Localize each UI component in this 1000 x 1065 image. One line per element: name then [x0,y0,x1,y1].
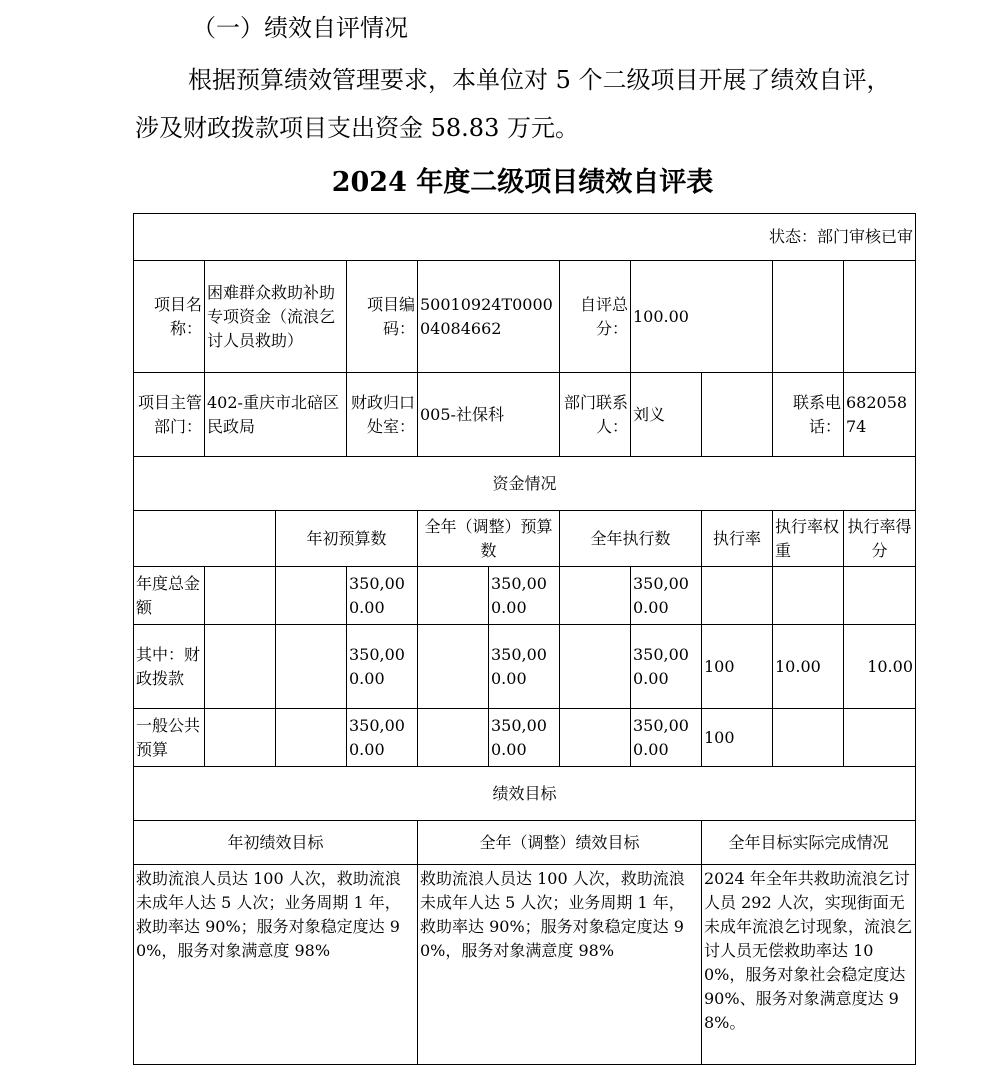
funds-row-total [134,567,916,625]
funds-weight-value: 10.00 [773,625,844,709]
self-score-value: 100.00 [631,261,773,373]
funds-section-label: 资金情况 [134,457,916,511]
funds-weight-value [773,709,844,767]
contact-value: 刘义 [631,373,702,457]
department-value: 402-重庆市北碚区民政局 [205,373,347,457]
intro-paragraph: 根据预算绩效管理要求，本单位对 5 个二级项目开展了绩效自评，涉及财政拨款项目支出资金 58.83 万元。 [135,66,891,142]
funds-section-row [134,457,916,511]
phone-value: 68205874 [844,373,916,457]
funds-row-label: 其中：财政拨款 [134,625,205,709]
goals-adjusted-text: 救助流浪人员达 100 人次，救助流浪未成年人达 5 人次；业务周期 1 年，救助率达 90%；服务对象稳定度达 90%，服务对象满意度 98% [418,865,702,1065]
funds-rate-value: 100 [702,625,773,709]
funds-executed-value: 350,000.00 [631,625,702,709]
department-row [134,373,916,457]
funds-row-label: 一般公共预算 [134,709,205,767]
funds-initial-value: 350,000.00 [347,625,418,709]
department-label: 项目主管部门： [134,373,205,457]
funds-header-initial: 年初预算数 [276,511,418,567]
project-name-label: 项目名称： [134,261,205,373]
funds-row-general [134,709,916,767]
funds-header-row [134,511,916,567]
goals-header-actual: 全年目标实际完成情况 [702,821,916,865]
funds-executed-value: 350,000.00 [631,567,702,625]
funds-adjusted-value: 350,000.00 [489,625,560,709]
funds-rate-value [702,567,773,625]
funds-score-value [844,709,916,767]
table-title: 2024 年度二级项目绩效自评表 [331,167,714,198]
funds-header-score: 执行率得分 [844,511,916,567]
goals-header-initial: 年初绩效目标 [134,821,418,865]
section-heading: （一）绩效自评情况 [192,14,408,42]
goals-content-row [134,865,916,1065]
goals-section-row [134,767,916,821]
finance-office-label: 财政归口处室： [347,373,418,457]
project-info-row [134,261,916,373]
goals-header-row [134,821,916,865]
goals-section-label: 绩效目标 [134,767,916,821]
funds-header-weight: 执行率权重 [773,511,844,567]
funds-rate-value: 100 [702,709,773,767]
funds-header-adjusted: 全年（调整）预算数 [418,511,560,567]
goals-header-adjusted: 全年（调整）绩效目标 [418,821,702,865]
funds-adjusted-value: 350,000.00 [489,709,560,767]
funds-executed-value: 350,000.00 [631,709,702,767]
funds-row-label: 年度总金额 [134,567,205,625]
funds-initial-value: 350,000.00 [347,709,418,767]
finance-office-value: 005-社保科 [418,373,560,457]
project-code-value: 50010924T000004084662 [418,261,560,373]
self-score-label: 自评总分： [560,261,631,373]
project-code-label: 项目编码： [347,261,418,373]
goals-initial-text: 救助流浪人员达 100 人次，救助流浪未成年人达 5 人次；业务周期 1 年，救助率达 90%；服务对象稳定度达 90%，服务对象满意度 98% [134,865,418,1065]
status-text: 状态：部门审核已审 [134,214,916,261]
contact-label: 部门联系人： [560,373,631,457]
funds-adjusted-value: 350,000.00 [489,567,560,625]
status-row [134,214,916,261]
evaluation-table [133,213,916,1065]
funds-initial-value: 350,000.00 [347,567,418,625]
phone-label: 联系电话： [773,373,844,457]
funds-header-rate: 执行率 [702,511,773,567]
funds-row-fiscal [134,625,916,709]
funds-score-value: 10.00 [844,625,916,709]
funds-score-value [844,567,916,625]
project-name-value: 困难群众救助补助专项资金（流浪乞讨人员救助） [205,261,347,373]
goals-actual-text: 2024 年全年共救助流浪乞讨人员 292 人次，实现街面无未成年流浪乞讨现象，流浪乞讨人员无偿救助率达 100%，服务对象社会稳定度达 90%、服务对象满意度达 98%。 [702,865,916,1065]
funds-header-executed: 全年执行数 [560,511,702,567]
funds-weight-value [773,567,844,625]
